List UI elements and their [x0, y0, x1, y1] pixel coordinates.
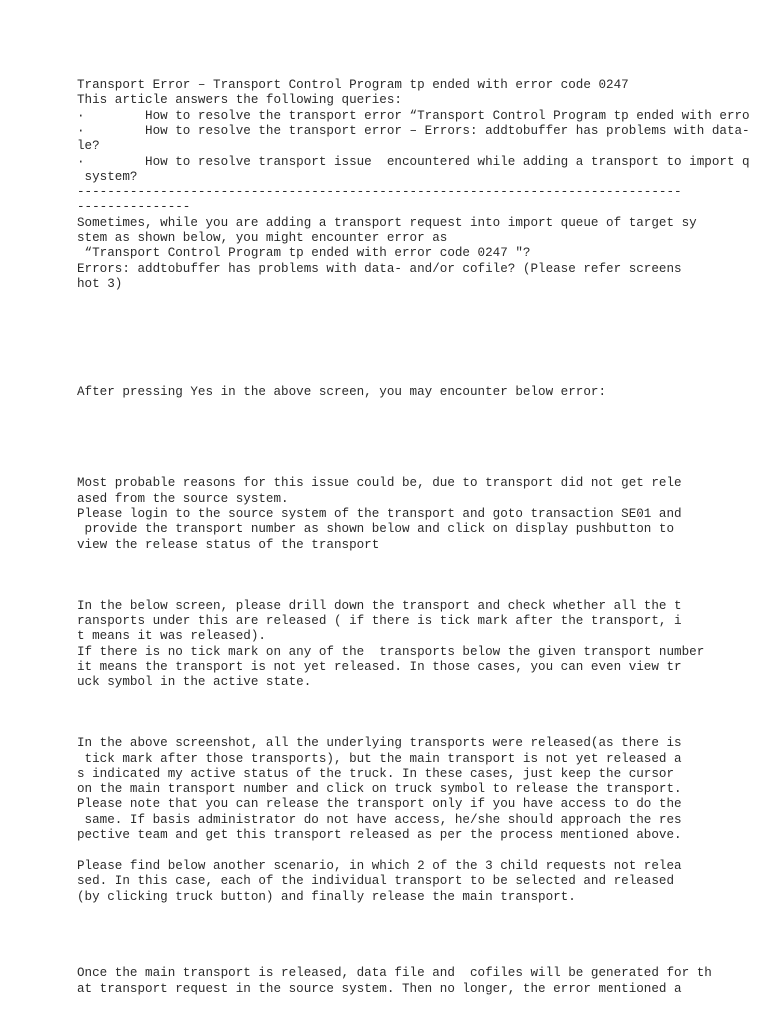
text-line: This article answers the following queries: [77, 93, 402, 107]
bullet-line: · How to resolve the transport error “Transport Control Program tp ended with erro [77, 109, 750, 123]
text-line: stem as shown below, you might encounter error as [77, 231, 448, 245]
text-line: same. If basis administrator do not have access, he/she should approach the res [77, 813, 682, 827]
text-line: provide the transport number as shown below and click on display pushbutton to [77, 522, 675, 536]
text-line: hot 3) [77, 277, 123, 291]
text-line: In the above screenshot, all the underlying transports were released(as there is [77, 736, 682, 750]
text-line: sed. In this case, each of the individual transport to be selected and released [77, 874, 675, 888]
text-line: Errors: addtobuffer has problems with data- and/or cofile? (Please refer screens [77, 262, 682, 276]
text-line: Once the main transport is released, data file and cofiles will be generated for th [77, 966, 712, 980]
text-line: Please login to the source system of the transport and goto transaction SE01 and [77, 507, 682, 521]
text-line: “Transport Control Program tp ended with error code 0247 "? [77, 246, 531, 260]
document-title: Transport Error – Transport Control Program tp ended with error code 0247 [77, 78, 629, 92]
text-line: Sometimes, while you are adding a transport request into import queue of target sy [77, 216, 697, 230]
text-line: le? [77, 139, 100, 153]
separator-line: -------------------------------------------------------------------------------- [77, 185, 682, 199]
text-line: view the release status of the transport [77, 538, 380, 552]
text-line: ased from the source system. [77, 492, 289, 506]
text-line: at transport request in the source system. Then no longer, the error mentioned a [77, 982, 682, 996]
bullet-line: · How to resolve transport issue encountered while adding a transport to import q [77, 155, 750, 169]
text-line: tick mark after those transports), but the main transport is not yet released a [77, 752, 682, 766]
text-line: pective team and get this transport released as per the process mentioned above. [77, 828, 682, 842]
text-line: uck symbol in the active state. [77, 675, 312, 689]
text-line: on the main transport number and click on truck symbol to release the transport. [77, 782, 682, 796]
separator-line: --------------- [77, 200, 191, 214]
text-line: Please note that you can release the transport only if you have access to do the [77, 797, 682, 811]
text-line: system? [77, 170, 138, 184]
text-line: Please find below another scenario, in which 2 of the 3 child requests not relea [77, 859, 682, 873]
text-line: t means it was released). [77, 629, 266, 643]
text-line: it means the transport is not yet released. In those cases, you can even view tr [77, 660, 682, 674]
text-line: (by clicking truck button) and finally release the main transport. [77, 890, 576, 904]
text-line: s indicated my active status of the truck. In these cases, just keep the cursor [77, 767, 675, 781]
text-line: In the below screen, please drill down the transport and check whether all the t [77, 599, 682, 613]
text-line: After pressing Yes in the above screen, you may encounter below error: [77, 385, 607, 399]
text-line: If there is no tick mark on any of the transports below the given transport number [77, 645, 705, 659]
text-line: Most probable reasons for this issue could be, due to transport did not get rele [77, 476, 682, 490]
bullet-line: · How to resolve the transport error – Errors: addtobuffer has problems with data- [77, 124, 750, 138]
text-line: ransports under this are released ( if there is tick mark after the transport, i [77, 614, 682, 628]
